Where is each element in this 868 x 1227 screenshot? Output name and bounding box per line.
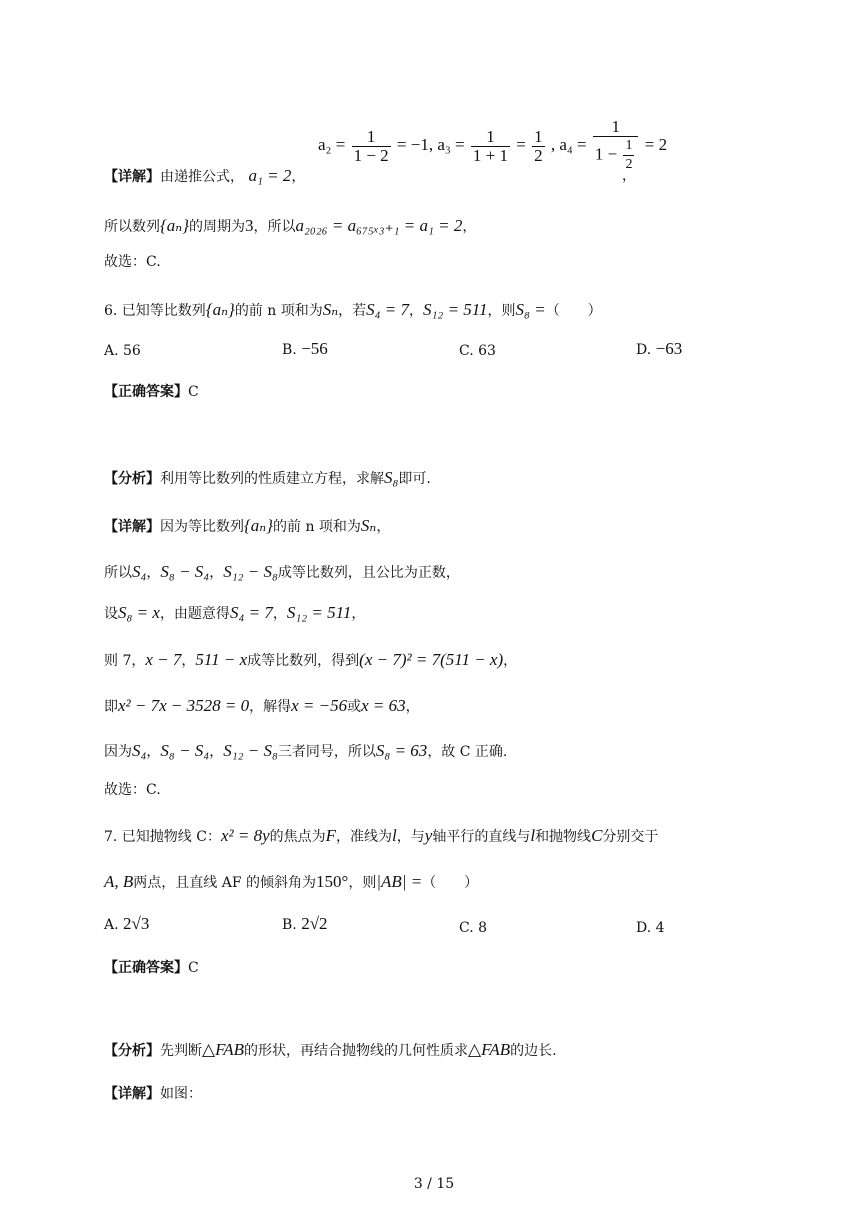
q7-stem-line2: A, B两点，且直线 AF 的倾斜角为150°，则|AB| =（ ） <box>104 872 479 891</box>
q7-analysis: 【分析】先判断△FAB的形状，再结合抛物线的几何性质求△FAB的边长. <box>104 1040 557 1059</box>
q7-option-b: B. 2√2 <box>282 914 328 933</box>
detail1-end: ， <box>622 168 636 184</box>
q6-stem: 6. 已知等比数列{aₙ}的前 n 项和为Sₙ，若S₄ = 7，S₁₂ = 511，则S₈ =（ ） <box>104 300 602 319</box>
q6-line4: 即x² − 7x − 3528 = 0，解得x = −56或x = 63， <box>104 696 420 715</box>
page-number: 3 / 15 <box>413 1176 455 1192</box>
q7-detail: 【详解】如图： <box>104 1086 202 1102</box>
q6-detail: 【详解】因为等比数列{aₙ}的前 n 项和为Sₙ， <box>104 516 391 535</box>
q6-analysis: 【分析】利用等比数列的性质建立方程，求解S₈即可. <box>104 468 431 487</box>
period-line: 所以数列{aₙ}的周期为3，所以a₂₀₂₆ = a₆₇₅ₓ₃₊₁ = a₁ = 2， <box>104 216 477 235</box>
q6-line2: 设S₈ = x，由题意得S₄ = 7，S₁₂ = 511， <box>104 603 366 622</box>
q6-line5: 因为S₄，S₈ − S₄，S₁₂ − S₈三者同号，所以S₈ = 63，故 C 正确. <box>104 741 508 760</box>
q6-line3: 则 7，x − 7，511 − x成等比数列，得到(x − 7)² = 7(511 − x)， <box>104 650 518 669</box>
q6-option-c: C. 63 <box>459 343 496 359</box>
detail1-line: 【详解】由递推公式， a₁ = 2， <box>104 166 306 185</box>
q6-option-d: D. −63 <box>636 339 683 358</box>
q7-option-a: A. 2√3 <box>104 914 150 933</box>
choose-2: 故选：C. <box>104 782 161 798</box>
q6-answer: 【正确答案】C <box>104 384 199 400</box>
choose-1: 故选：C. <box>104 254 161 270</box>
q6-option-a: A. 56 <box>104 343 141 359</box>
q7-option-c: C. 8 <box>459 920 488 936</box>
q7-option-d: D. 4 <box>636 920 665 936</box>
q6-line1: 所以S₄，S₈ − S₄，S₁₂ − S₈成等比数列，且公比为正数， <box>104 562 460 581</box>
q7-answer: 【正确答案】C <box>104 960 199 976</box>
q7-stem: 7. 已知抛物线 C：x² = 8y的焦点为F，准线为l，与y轴平行的直线与l和抛物线C分别交于 <box>104 826 659 845</box>
q6-option-b: B. −56 <box>282 339 328 358</box>
recurrence-formula: a₂ = $\frac{1}{1 - 2}$ = −1, a₃ = $\frac{1}{1 + 1}$ = $\frac{1}{2}$ , a₄ = 1 1 − $\frac{1}{2}$ = 2 <box>318 117 668 172</box>
